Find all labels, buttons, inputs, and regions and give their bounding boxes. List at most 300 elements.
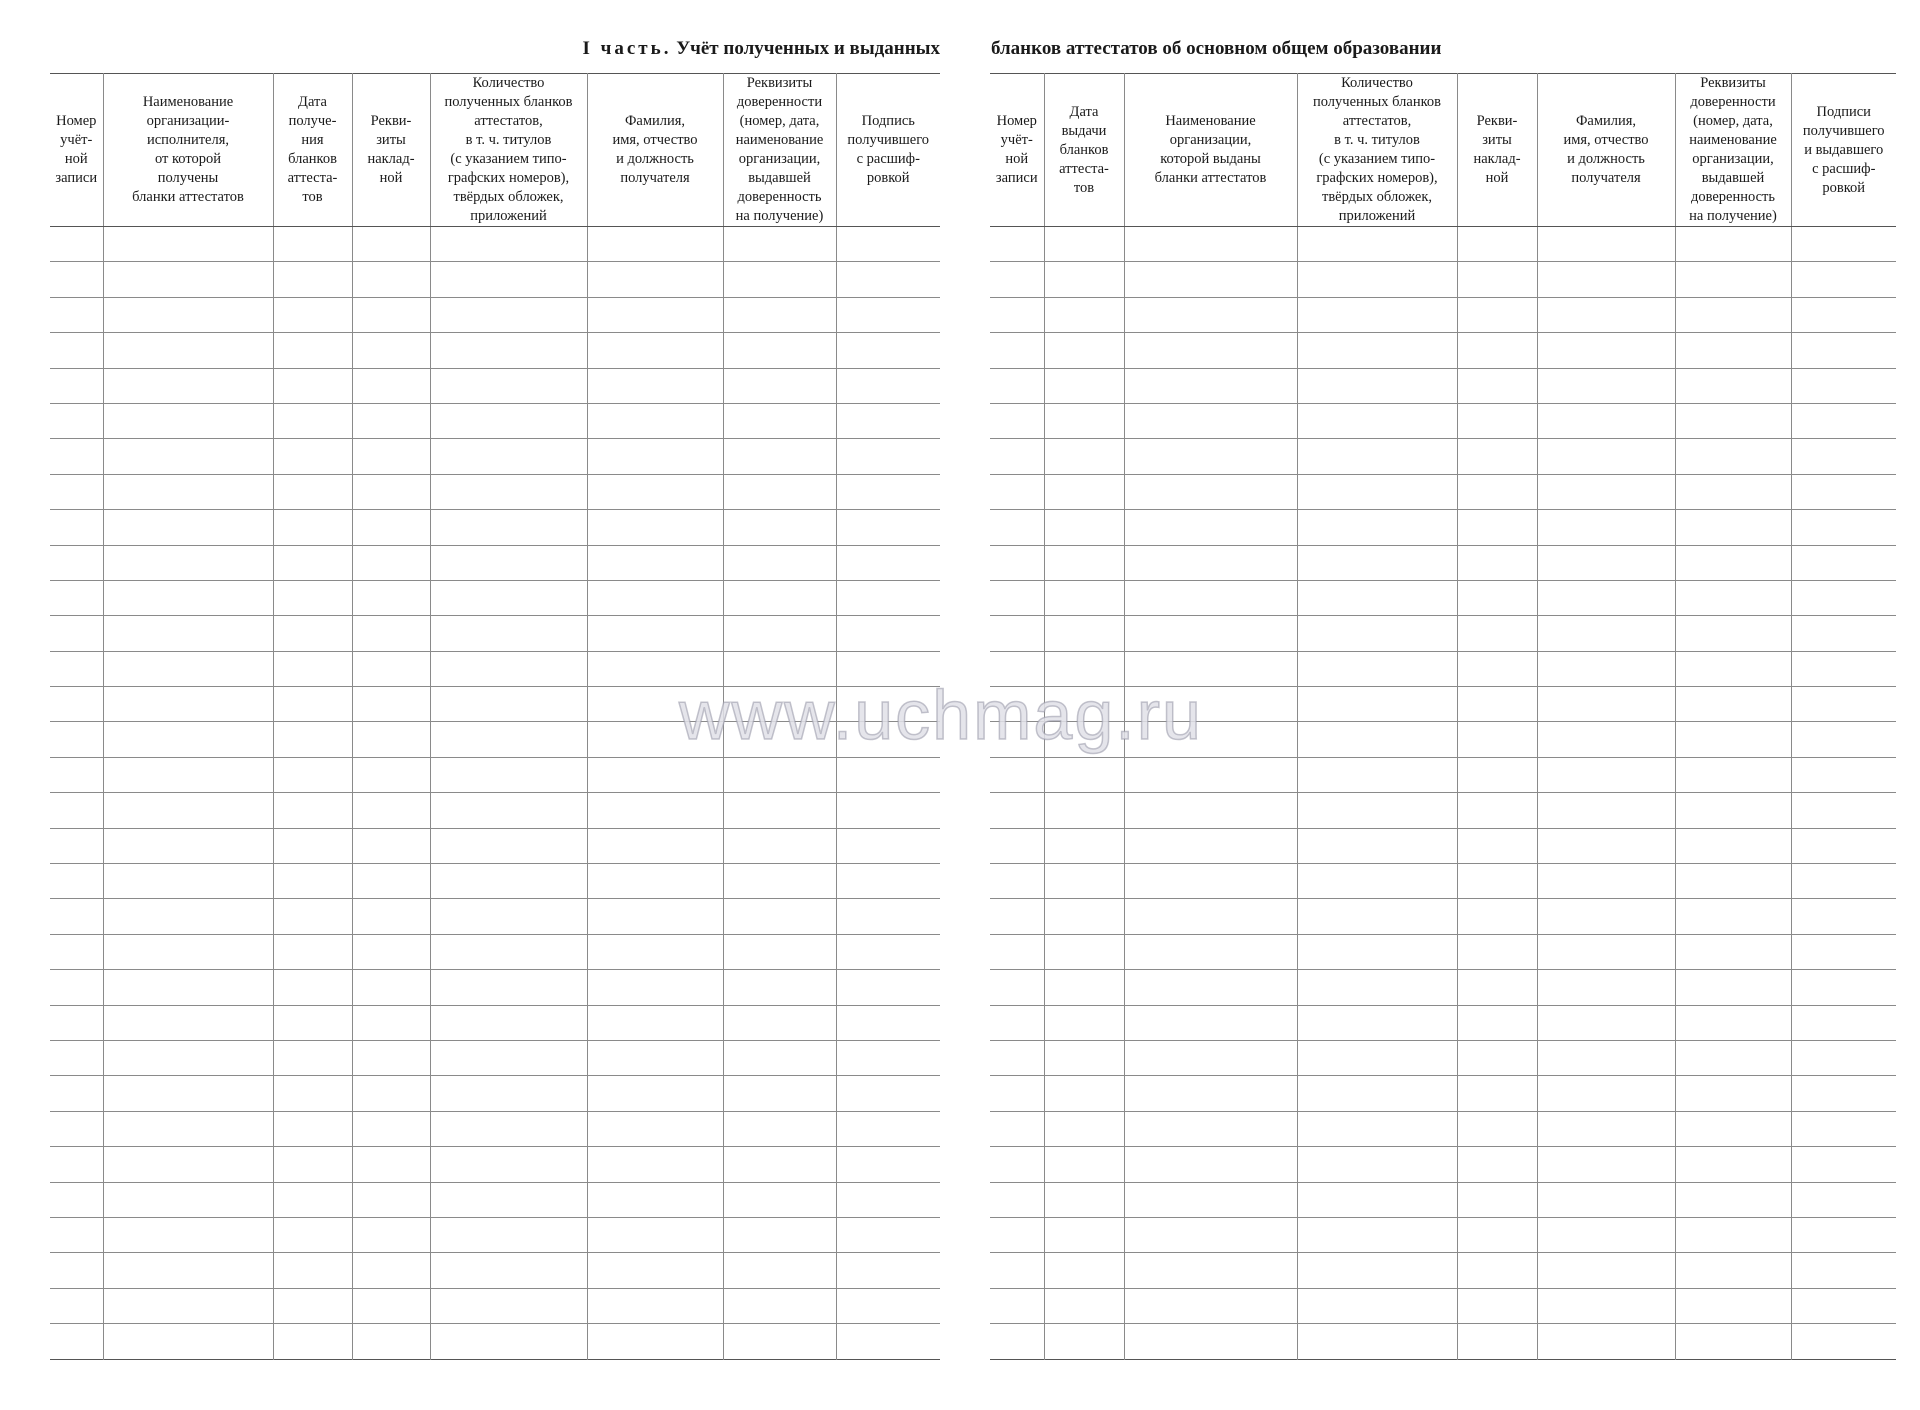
table-cell[interactable]	[990, 1182, 1044, 1217]
table-cell[interactable]	[1044, 1040, 1124, 1075]
table-cell[interactable]	[1044, 1182, 1124, 1217]
table-cell[interactable]	[50, 616, 103, 651]
table-cell[interactable]	[1297, 757, 1457, 792]
table-cell[interactable]	[1124, 828, 1297, 863]
table-cell[interactable]	[1124, 333, 1297, 368]
table-cell[interactable]	[273, 227, 352, 262]
table-cell[interactable]	[430, 1253, 587, 1288]
table-cell[interactable]	[1044, 793, 1124, 828]
table-cell[interactable]	[273, 1040, 352, 1075]
table-cell[interactable]	[1044, 687, 1124, 722]
table-cell[interactable]	[1044, 510, 1124, 545]
table-cell[interactable]	[990, 1217, 1044, 1252]
table-cell[interactable]	[990, 297, 1044, 332]
table-cell[interactable]	[50, 297, 103, 332]
table-cell[interactable]	[1791, 651, 1896, 686]
table-cell[interactable]	[1675, 1147, 1791, 1182]
table-cell[interactable]	[1297, 687, 1457, 722]
table-cell[interactable]	[103, 227, 273, 262]
table-cell[interactable]	[352, 1288, 430, 1323]
table-cell[interactable]	[50, 1005, 103, 1040]
table-cell[interactable]	[1537, 1288, 1675, 1323]
table-cell[interactable]	[50, 1288, 103, 1323]
table-cell[interactable]	[1044, 722, 1124, 757]
table-cell[interactable]	[1044, 828, 1124, 863]
table-cell[interactable]	[1791, 1217, 1896, 1252]
table-cell[interactable]	[1044, 1111, 1124, 1146]
table-cell[interactable]	[430, 1076, 587, 1111]
table-cell[interactable]	[1675, 1253, 1791, 1288]
table-cell[interactable]	[352, 1324, 430, 1359]
table-cell[interactable]	[103, 1076, 273, 1111]
table-cell[interactable]	[50, 1076, 103, 1111]
table-cell[interactable]	[1297, 474, 1457, 509]
table-cell[interactable]	[723, 1076, 836, 1111]
table-cell[interactable]	[1044, 1005, 1124, 1040]
table-cell[interactable]	[723, 970, 836, 1005]
table-cell[interactable]	[836, 864, 940, 899]
table-cell[interactable]	[50, 474, 103, 509]
table-cell[interactable]	[1537, 368, 1675, 403]
table-cell[interactable]	[836, 474, 940, 509]
table-cell[interactable]	[103, 1217, 273, 1252]
table-cell[interactable]	[103, 333, 273, 368]
table-cell[interactable]	[1537, 1040, 1675, 1075]
table-cell[interactable]	[430, 1111, 587, 1146]
table-cell[interactable]	[990, 1288, 1044, 1323]
table-cell[interactable]	[1297, 368, 1457, 403]
table-cell[interactable]	[1457, 510, 1537, 545]
table-cell[interactable]	[836, 1147, 940, 1182]
table-cell[interactable]	[1791, 899, 1896, 934]
table-cell[interactable]	[1297, 1324, 1457, 1359]
table-cell[interactable]	[1457, 227, 1537, 262]
table-cell[interactable]	[1457, 1076, 1537, 1111]
table-cell[interactable]	[430, 1217, 587, 1252]
table-cell[interactable]	[836, 297, 940, 332]
table-cell[interactable]	[103, 757, 273, 792]
table-cell[interactable]	[1791, 545, 1896, 580]
table-cell[interactable]	[1124, 1253, 1297, 1288]
table-cell[interactable]	[430, 1005, 587, 1040]
table-cell[interactable]	[1297, 1253, 1457, 1288]
table-cell[interactable]	[1457, 970, 1537, 1005]
table-cell[interactable]	[50, 722, 103, 757]
table-cell[interactable]	[352, 510, 430, 545]
table-cell[interactable]	[352, 1111, 430, 1146]
table-cell[interactable]	[1537, 757, 1675, 792]
table-cell[interactable]	[990, 616, 1044, 651]
table-cell[interactable]	[430, 333, 587, 368]
table-cell[interactable]	[723, 545, 836, 580]
table-cell[interactable]	[1537, 616, 1675, 651]
table-cell[interactable]	[1791, 333, 1896, 368]
table-cell[interactable]	[1124, 510, 1297, 545]
table-cell[interactable]	[990, 580, 1044, 615]
table-cell[interactable]	[1124, 1005, 1297, 1040]
table-cell[interactable]	[103, 1040, 273, 1075]
table-cell[interactable]	[1297, 510, 1457, 545]
table-cell[interactable]	[1297, 262, 1457, 297]
table-cell[interactable]	[1124, 474, 1297, 509]
table-cell[interactable]	[1791, 580, 1896, 615]
table-cell[interactable]	[103, 580, 273, 615]
table-cell[interactable]	[723, 1147, 836, 1182]
table-cell[interactable]	[990, 934, 1044, 969]
table-cell[interactable]	[990, 757, 1044, 792]
table-cell[interactable]	[50, 403, 103, 438]
table-cell[interactable]	[1675, 828, 1791, 863]
table-cell[interactable]	[1675, 297, 1791, 332]
table-cell[interactable]	[723, 899, 836, 934]
table-cell[interactable]	[723, 616, 836, 651]
table-cell[interactable]	[1457, 439, 1537, 474]
table-cell[interactable]	[1791, 1147, 1896, 1182]
table-cell[interactable]	[352, 1005, 430, 1040]
table-cell[interactable]	[990, 793, 1044, 828]
table-cell[interactable]	[836, 1253, 940, 1288]
table-cell[interactable]	[273, 1182, 352, 1217]
table-cell[interactable]	[50, 333, 103, 368]
table-cell[interactable]	[352, 651, 430, 686]
table-cell[interactable]	[723, 757, 836, 792]
table-cell[interactable]	[836, 1076, 940, 1111]
table-cell[interactable]	[50, 899, 103, 934]
table-cell[interactable]	[50, 545, 103, 580]
table-cell[interactable]	[1457, 616, 1537, 651]
table-cell[interactable]	[1457, 1217, 1537, 1252]
table-cell[interactable]	[1297, 793, 1457, 828]
table-cell[interactable]	[1791, 1288, 1896, 1323]
table-cell[interactable]	[1537, 970, 1675, 1005]
table-cell[interactable]	[50, 1040, 103, 1075]
table-cell[interactable]	[352, 1076, 430, 1111]
table-cell[interactable]	[1297, 722, 1457, 757]
table-cell[interactable]	[103, 297, 273, 332]
table-cell[interactable]	[836, 333, 940, 368]
table-cell[interactable]	[50, 793, 103, 828]
table-cell[interactable]	[1537, 828, 1675, 863]
table-cell[interactable]	[990, 227, 1044, 262]
table-cell[interactable]	[1675, 1182, 1791, 1217]
table-cell[interactable]	[1675, 970, 1791, 1005]
table-cell[interactable]	[273, 1147, 352, 1182]
table-cell[interactable]	[836, 227, 940, 262]
table-cell[interactable]	[1537, 227, 1675, 262]
table-cell[interactable]	[1675, 333, 1791, 368]
table-cell[interactable]	[587, 970, 723, 1005]
table-cell[interactable]	[1044, 227, 1124, 262]
table-cell[interactable]	[50, 510, 103, 545]
table-cell[interactable]	[352, 262, 430, 297]
table-cell[interactable]	[430, 1324, 587, 1359]
table-cell[interactable]	[1044, 616, 1124, 651]
table-cell[interactable]	[836, 687, 940, 722]
table-cell[interactable]	[1791, 474, 1896, 509]
table-cell[interactable]	[1124, 262, 1297, 297]
table-cell[interactable]	[273, 1111, 352, 1146]
table-cell[interactable]	[1791, 403, 1896, 438]
table-cell[interactable]	[587, 1147, 723, 1182]
table-cell[interactable]	[50, 1111, 103, 1146]
table-cell[interactable]	[1124, 793, 1297, 828]
table-cell[interactable]	[1457, 333, 1537, 368]
table-cell[interactable]	[273, 934, 352, 969]
table-cell[interactable]	[352, 368, 430, 403]
table-cell[interactable]	[1675, 722, 1791, 757]
table-cell[interactable]	[723, 580, 836, 615]
table-cell[interactable]	[587, 262, 723, 297]
table-cell[interactable]	[1791, 793, 1896, 828]
table-cell[interactable]	[723, 227, 836, 262]
table-cell[interactable]	[1044, 1076, 1124, 1111]
table-cell[interactable]	[352, 545, 430, 580]
table-cell[interactable]	[430, 403, 587, 438]
table-cell[interactable]	[430, 864, 587, 899]
table-cell[interactable]	[430, 616, 587, 651]
table-cell[interactable]	[1044, 474, 1124, 509]
table-cell[interactable]	[352, 297, 430, 332]
table-cell[interactable]	[990, 1040, 1044, 1075]
table-cell[interactable]	[1791, 934, 1896, 969]
table-cell[interactable]	[103, 510, 273, 545]
table-cell[interactable]	[273, 474, 352, 509]
table-cell[interactable]	[1675, 510, 1791, 545]
table-cell[interactable]	[723, 828, 836, 863]
table-cell[interactable]	[430, 722, 587, 757]
table-cell[interactable]	[1675, 439, 1791, 474]
table-cell[interactable]	[723, 722, 836, 757]
table-cell[interactable]	[587, 580, 723, 615]
table-cell[interactable]	[1124, 1076, 1297, 1111]
table-cell[interactable]	[273, 722, 352, 757]
table-cell[interactable]	[1537, 1111, 1675, 1146]
table-cell[interactable]	[836, 934, 940, 969]
table-cell[interactable]	[836, 510, 940, 545]
table-cell[interactable]	[50, 368, 103, 403]
table-cell[interactable]	[1537, 1217, 1675, 1252]
table-cell[interactable]	[1297, 1076, 1457, 1111]
table-cell[interactable]	[1675, 1040, 1791, 1075]
table-cell[interactable]	[1124, 1217, 1297, 1252]
table-cell[interactable]	[273, 757, 352, 792]
table-cell[interactable]	[1457, 1005, 1537, 1040]
table-cell[interactable]	[1537, 722, 1675, 757]
table-cell[interactable]	[352, 1147, 430, 1182]
table-cell[interactable]	[1457, 1147, 1537, 1182]
table-cell[interactable]	[1791, 616, 1896, 651]
table-cell[interactable]	[352, 934, 430, 969]
table-cell[interactable]	[1537, 439, 1675, 474]
table-cell[interactable]	[1044, 1324, 1124, 1359]
table-cell[interactable]	[723, 1288, 836, 1323]
table-cell[interactable]	[990, 262, 1044, 297]
table-cell[interactable]	[990, 970, 1044, 1005]
table-cell[interactable]	[1675, 1076, 1791, 1111]
table-cell[interactable]	[587, 687, 723, 722]
table-cell[interactable]	[836, 793, 940, 828]
table-cell[interactable]	[836, 1217, 940, 1252]
table-cell[interactable]	[1537, 403, 1675, 438]
table-cell[interactable]	[273, 545, 352, 580]
table-cell[interactable]	[50, 227, 103, 262]
table-cell[interactable]	[1675, 227, 1791, 262]
table-cell[interactable]	[836, 899, 940, 934]
table-cell[interactable]	[1791, 1111, 1896, 1146]
table-cell[interactable]	[1791, 297, 1896, 332]
table-cell[interactable]	[587, 227, 723, 262]
table-cell[interactable]	[50, 651, 103, 686]
table-cell[interactable]	[1675, 1324, 1791, 1359]
table-cell[interactable]	[587, 899, 723, 934]
table-cell[interactable]	[103, 1111, 273, 1146]
table-cell[interactable]	[587, 793, 723, 828]
table-cell[interactable]	[103, 687, 273, 722]
table-cell[interactable]	[587, 1324, 723, 1359]
table-cell[interactable]	[1791, 687, 1896, 722]
table-cell[interactable]	[352, 616, 430, 651]
table-cell[interactable]	[1457, 262, 1537, 297]
table-cell[interactable]	[1457, 474, 1537, 509]
table-cell[interactable]	[1675, 262, 1791, 297]
table-cell[interactable]	[430, 510, 587, 545]
table-cell[interactable]	[1791, 1040, 1896, 1075]
table-cell[interactable]	[587, 297, 723, 332]
table-cell[interactable]	[103, 864, 273, 899]
table-cell[interactable]	[50, 970, 103, 1005]
table-cell[interactable]	[1537, 934, 1675, 969]
table-cell[interactable]	[1791, 368, 1896, 403]
table-cell[interactable]	[103, 403, 273, 438]
table-cell[interactable]	[1675, 545, 1791, 580]
table-cell[interactable]	[1791, 439, 1896, 474]
table-cell[interactable]	[1044, 262, 1124, 297]
table-cell[interactable]	[1791, 1076, 1896, 1111]
table-cell[interactable]	[50, 1253, 103, 1288]
table-cell[interactable]	[1457, 793, 1537, 828]
table-cell[interactable]	[1537, 1182, 1675, 1217]
table-cell[interactable]	[1297, 1005, 1457, 1040]
table-cell[interactable]	[1044, 1147, 1124, 1182]
table-cell[interactable]	[273, 1076, 352, 1111]
table-cell[interactable]	[352, 580, 430, 615]
table-cell[interactable]	[723, 474, 836, 509]
table-cell[interactable]	[723, 1111, 836, 1146]
table-cell[interactable]	[103, 970, 273, 1005]
table-cell[interactable]	[103, 439, 273, 474]
table-cell[interactable]	[1124, 970, 1297, 1005]
table-cell[interactable]	[1791, 757, 1896, 792]
table-cell[interactable]	[352, 864, 430, 899]
table-cell[interactable]	[1675, 757, 1791, 792]
table-cell[interactable]	[723, 793, 836, 828]
table-cell[interactable]	[990, 899, 1044, 934]
table-cell[interactable]	[50, 1147, 103, 1182]
table-cell[interactable]	[1124, 1040, 1297, 1075]
table-cell[interactable]	[1297, 297, 1457, 332]
table-cell[interactable]	[273, 616, 352, 651]
table-cell[interactable]	[1537, 510, 1675, 545]
table-cell[interactable]	[723, 439, 836, 474]
table-cell[interactable]	[273, 1217, 352, 1252]
table-cell[interactable]	[273, 439, 352, 474]
table-cell[interactable]	[587, 333, 723, 368]
table-cell[interactable]	[273, 403, 352, 438]
table-cell[interactable]	[1675, 580, 1791, 615]
table-cell[interactable]	[1297, 934, 1457, 969]
table-cell[interactable]	[1297, 864, 1457, 899]
table-cell[interactable]	[836, 651, 940, 686]
table-cell[interactable]	[836, 1040, 940, 1075]
table-cell[interactable]	[587, 474, 723, 509]
table-cell[interactable]	[1675, 687, 1791, 722]
table-cell[interactable]	[430, 439, 587, 474]
table-cell[interactable]	[1124, 899, 1297, 934]
table-cell[interactable]	[1457, 1182, 1537, 1217]
table-cell[interactable]	[723, 1324, 836, 1359]
table-cell[interactable]	[1457, 687, 1537, 722]
table-cell[interactable]	[836, 262, 940, 297]
table-cell[interactable]	[430, 262, 587, 297]
table-cell[interactable]	[103, 899, 273, 934]
table-cell[interactable]	[1044, 651, 1124, 686]
table-cell[interactable]	[430, 1040, 587, 1075]
table-cell[interactable]	[1457, 864, 1537, 899]
table-cell[interactable]	[836, 970, 940, 1005]
table-cell[interactable]	[587, 1040, 723, 1075]
table-cell[interactable]	[587, 616, 723, 651]
table-cell[interactable]	[50, 687, 103, 722]
table-cell[interactable]	[1297, 333, 1457, 368]
table-cell[interactable]	[1124, 934, 1297, 969]
table-cell[interactable]	[430, 793, 587, 828]
table-cell[interactable]	[273, 1288, 352, 1323]
table-cell[interactable]	[587, 828, 723, 863]
table-cell[interactable]	[1791, 1324, 1896, 1359]
table-cell[interactable]	[723, 1040, 836, 1075]
table-cell[interactable]	[1457, 1253, 1537, 1288]
table-cell[interactable]	[1297, 1182, 1457, 1217]
table-cell[interactable]	[1297, 1288, 1457, 1323]
table-cell[interactable]	[1537, 1005, 1675, 1040]
table-cell[interactable]	[836, 828, 940, 863]
table-cell[interactable]	[1791, 227, 1896, 262]
table-cell[interactable]	[1457, 757, 1537, 792]
table-cell[interactable]	[836, 545, 940, 580]
table-cell[interactable]	[1124, 1324, 1297, 1359]
table-cell[interactable]	[1457, 403, 1537, 438]
table-cell[interactable]	[836, 616, 940, 651]
table-cell[interactable]	[430, 580, 587, 615]
table-cell[interactable]	[1675, 368, 1791, 403]
table-cell[interactable]	[587, 403, 723, 438]
table-cell[interactable]	[1675, 1111, 1791, 1146]
table-cell[interactable]	[1537, 1147, 1675, 1182]
table-cell[interactable]	[430, 227, 587, 262]
table-cell[interactable]	[990, 403, 1044, 438]
table-cell[interactable]	[587, 368, 723, 403]
table-cell[interactable]	[587, 1182, 723, 1217]
table-cell[interactable]	[1457, 899, 1537, 934]
table-cell[interactable]	[1044, 899, 1124, 934]
table-cell[interactable]	[990, 333, 1044, 368]
table-cell[interactable]	[1791, 828, 1896, 863]
table-cell[interactable]	[103, 722, 273, 757]
table-cell[interactable]	[352, 403, 430, 438]
table-cell[interactable]	[50, 828, 103, 863]
table-cell[interactable]	[103, 934, 273, 969]
table-cell[interactable]	[587, 510, 723, 545]
